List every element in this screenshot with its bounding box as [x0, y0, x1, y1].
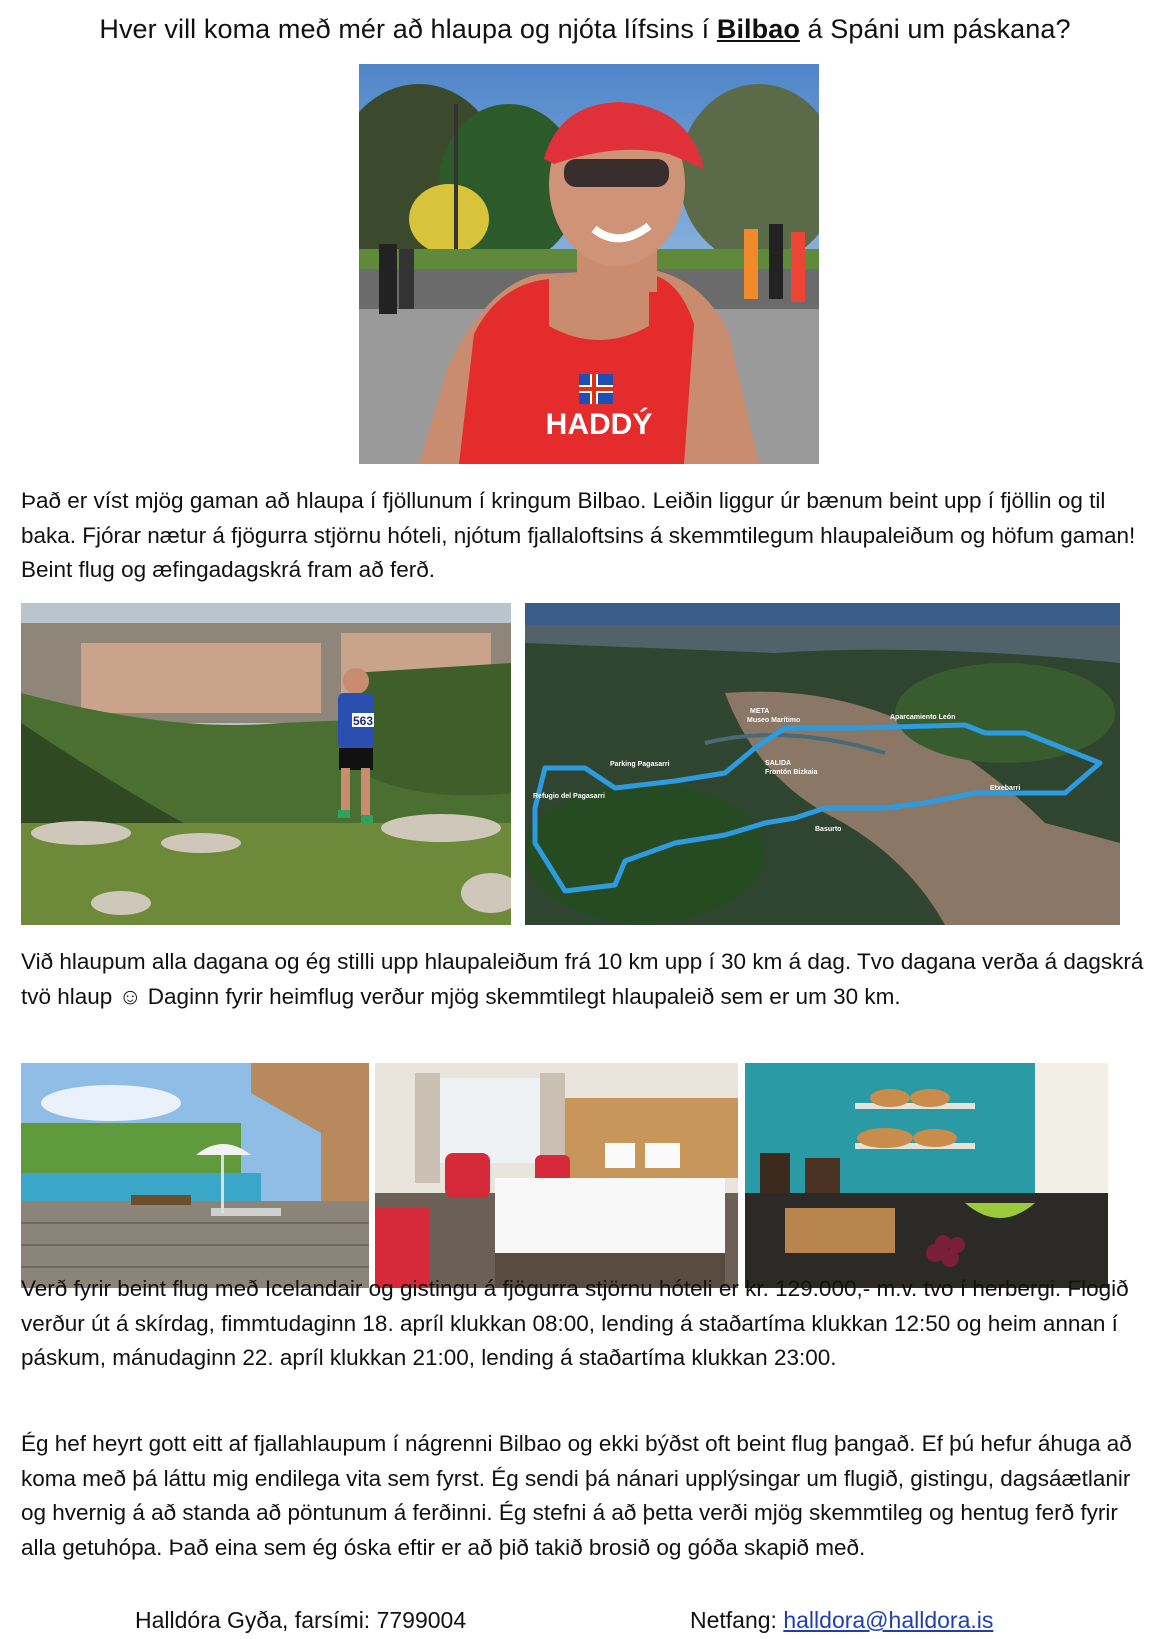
hotel-terrace-photo: [21, 1063, 369, 1288]
email-label: Netfang:: [690, 1607, 777, 1633]
mountain-runner-photo: [21, 603, 511, 925]
schedule-paragraph: Við hlaupum alla dagana og ég stilli upp hlaupaleiðum frá 10 km upp í 30 km á dag. Tvo dagana verða á dagskrá tvö hlaup ☺ Daginn fyrir heimflug verður mjög skemmtilegt hlaupaleið sem er um 30 km.: [21, 949, 1144, 1009]
page-title: [0, 14, 1170, 45]
map-label-refugio: Refugio del Pagasarri: [533, 793, 605, 800]
hotel-room-photo: [375, 1063, 738, 1288]
map-label-museo: Museo Marítimo: [747, 717, 801, 724]
map-label-aparcamiento: Aparcamiento León: [890, 714, 956, 721]
price-paragraph: Verð fyrir beint flug með Icelandair og gistingu á fjögurra stjörnu hóteli er kr. 129.000,- m.v. tvo í herbergi. Flogið verður út á skírdag, fimmtudaginn 18. apríl klukkan 08:00, lending á staðartíma klukkan 12:50 og heim annan í páskum, mánudaginn 22. apríl klukkan 21:00, lending á staðartíma klukkan 23:00.: [21, 1276, 1129, 1370]
title-text-after: á Spáni um páskana?: [799, 14, 1071, 44]
contact-email-block: [690, 1607, 993, 1634]
runner-bib-number: 563: [352, 714, 374, 728]
contact-name-phone: Halldóra Gyða, farsími: 7799004: [135, 1607, 467, 1633]
hero-runner-photo: [359, 64, 819, 464]
invitation-paragraph: Ég hef heyrt gott eitt af fjallahlaupum í nágrenni Bilbao og ekki býðst oft beint flug þangað. Ef þú hefur áhuga að koma með þá láttu mig endilega vita sem fyrst. Ég sendi þá nánari upplýsingar um flugið, gistingu, dagsáætlanir og hvernig á að standa að pöntunum á ferðinni. Ég stefni á að þetta verði mjög skemmtileg og hentug ferð fyrir alla getuhópa. Það eina sem ég óska eftir er að þið takið brosið og góða skapið með.: [21, 1431, 1132, 1560]
title-city: Bilbao: [716, 14, 800, 44]
map-label-salida: SALIDA: [765, 760, 792, 767]
intro-paragraph: Það er víst mjög gaman að hlaupa í fjöllunum í kringum Bilbao. Leiðin liggur úr bænum beint upp í fjöllin og til baka. Fjórar nætur á fjögurra stjörnu hóteli, njótum fjallaloftsins á skemmtilegum hlaupaleiðum og höfum gaman! Beint flug og æfingadagskrá fram að ferð.: [21, 488, 1136, 582]
map-label-basurto: Basurto: [815, 826, 842, 833]
map-label-parking-pagasarri: Parking Pagasarri: [610, 761, 670, 768]
breakfast-buffet-photo: [745, 1063, 1108, 1288]
route-map-image: [525, 603, 1120, 925]
map-label-meta: META: [750, 708, 770, 715]
title-text-before: Hver vill koma með mér að hlaupa og njóta lífsins í: [99, 14, 717, 44]
email-link[interactable]: halldora@halldora.is: [783, 1607, 994, 1633]
map-label-etxebarri: Etxebarri: [990, 785, 1021, 792]
shirt-text: HADDÝ: [545, 408, 653, 441]
map-label-fronton: Frontón Bizkaia: [765, 769, 818, 776]
